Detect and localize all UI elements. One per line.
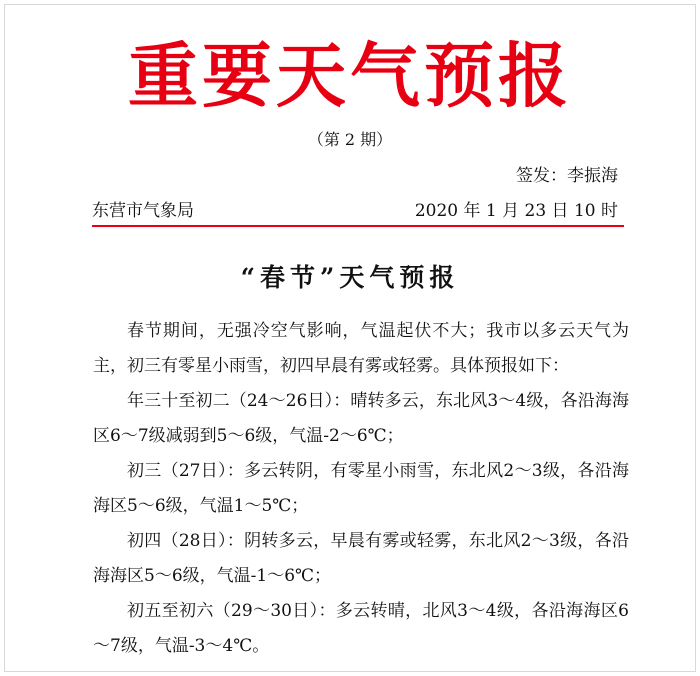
document-title: “春节”天气预报 bbox=[240, 263, 460, 292]
forecast-paragraph: 年三十至初二（24～26日）：晴转多云，东北风3～4级，各沿海海区6～7级减弱到5～6级，气温-2～6℃； bbox=[93, 391, 629, 446]
forecast-paragraph: 初五至初六（29～30日）：多云转晴，北风3～4级，各沿海海区6～7级，气温-3～4℃。 bbox=[93, 601, 629, 656]
issuing-agency: 东营市气象局 bbox=[92, 201, 194, 221]
issue-date: 2020 年 1 月 23 日 10 时 bbox=[414, 201, 618, 221]
issue-number: （第 2 期） bbox=[307, 130, 393, 149]
signer-line: 签发：李振海 bbox=[516, 166, 618, 186]
forecast-paragraph: 初四（28日）：阴转多云，早晨有雾或轻雾，东北风2～3级，各沿海海区5～6级，气温-1～6℃； bbox=[93, 531, 629, 586]
masthead-title: 重要天气预报 bbox=[128, 34, 572, 117]
intro-paragraph: 春节期间，无强冷空气影响，气温起伏不大；我市以多云天气为主，初三有零星小雨雪，初四早晨有雾或轻雾。具体预报如下： bbox=[93, 321, 629, 376]
forecast-paragraph: 初三（27日）：多云转阴，有零星小雨雪，东北风2～3级，各沿海海区5～6级，气温1～5℃； bbox=[93, 461, 629, 516]
red-divider bbox=[92, 225, 624, 227]
document-body bbox=[93, 314, 629, 664]
